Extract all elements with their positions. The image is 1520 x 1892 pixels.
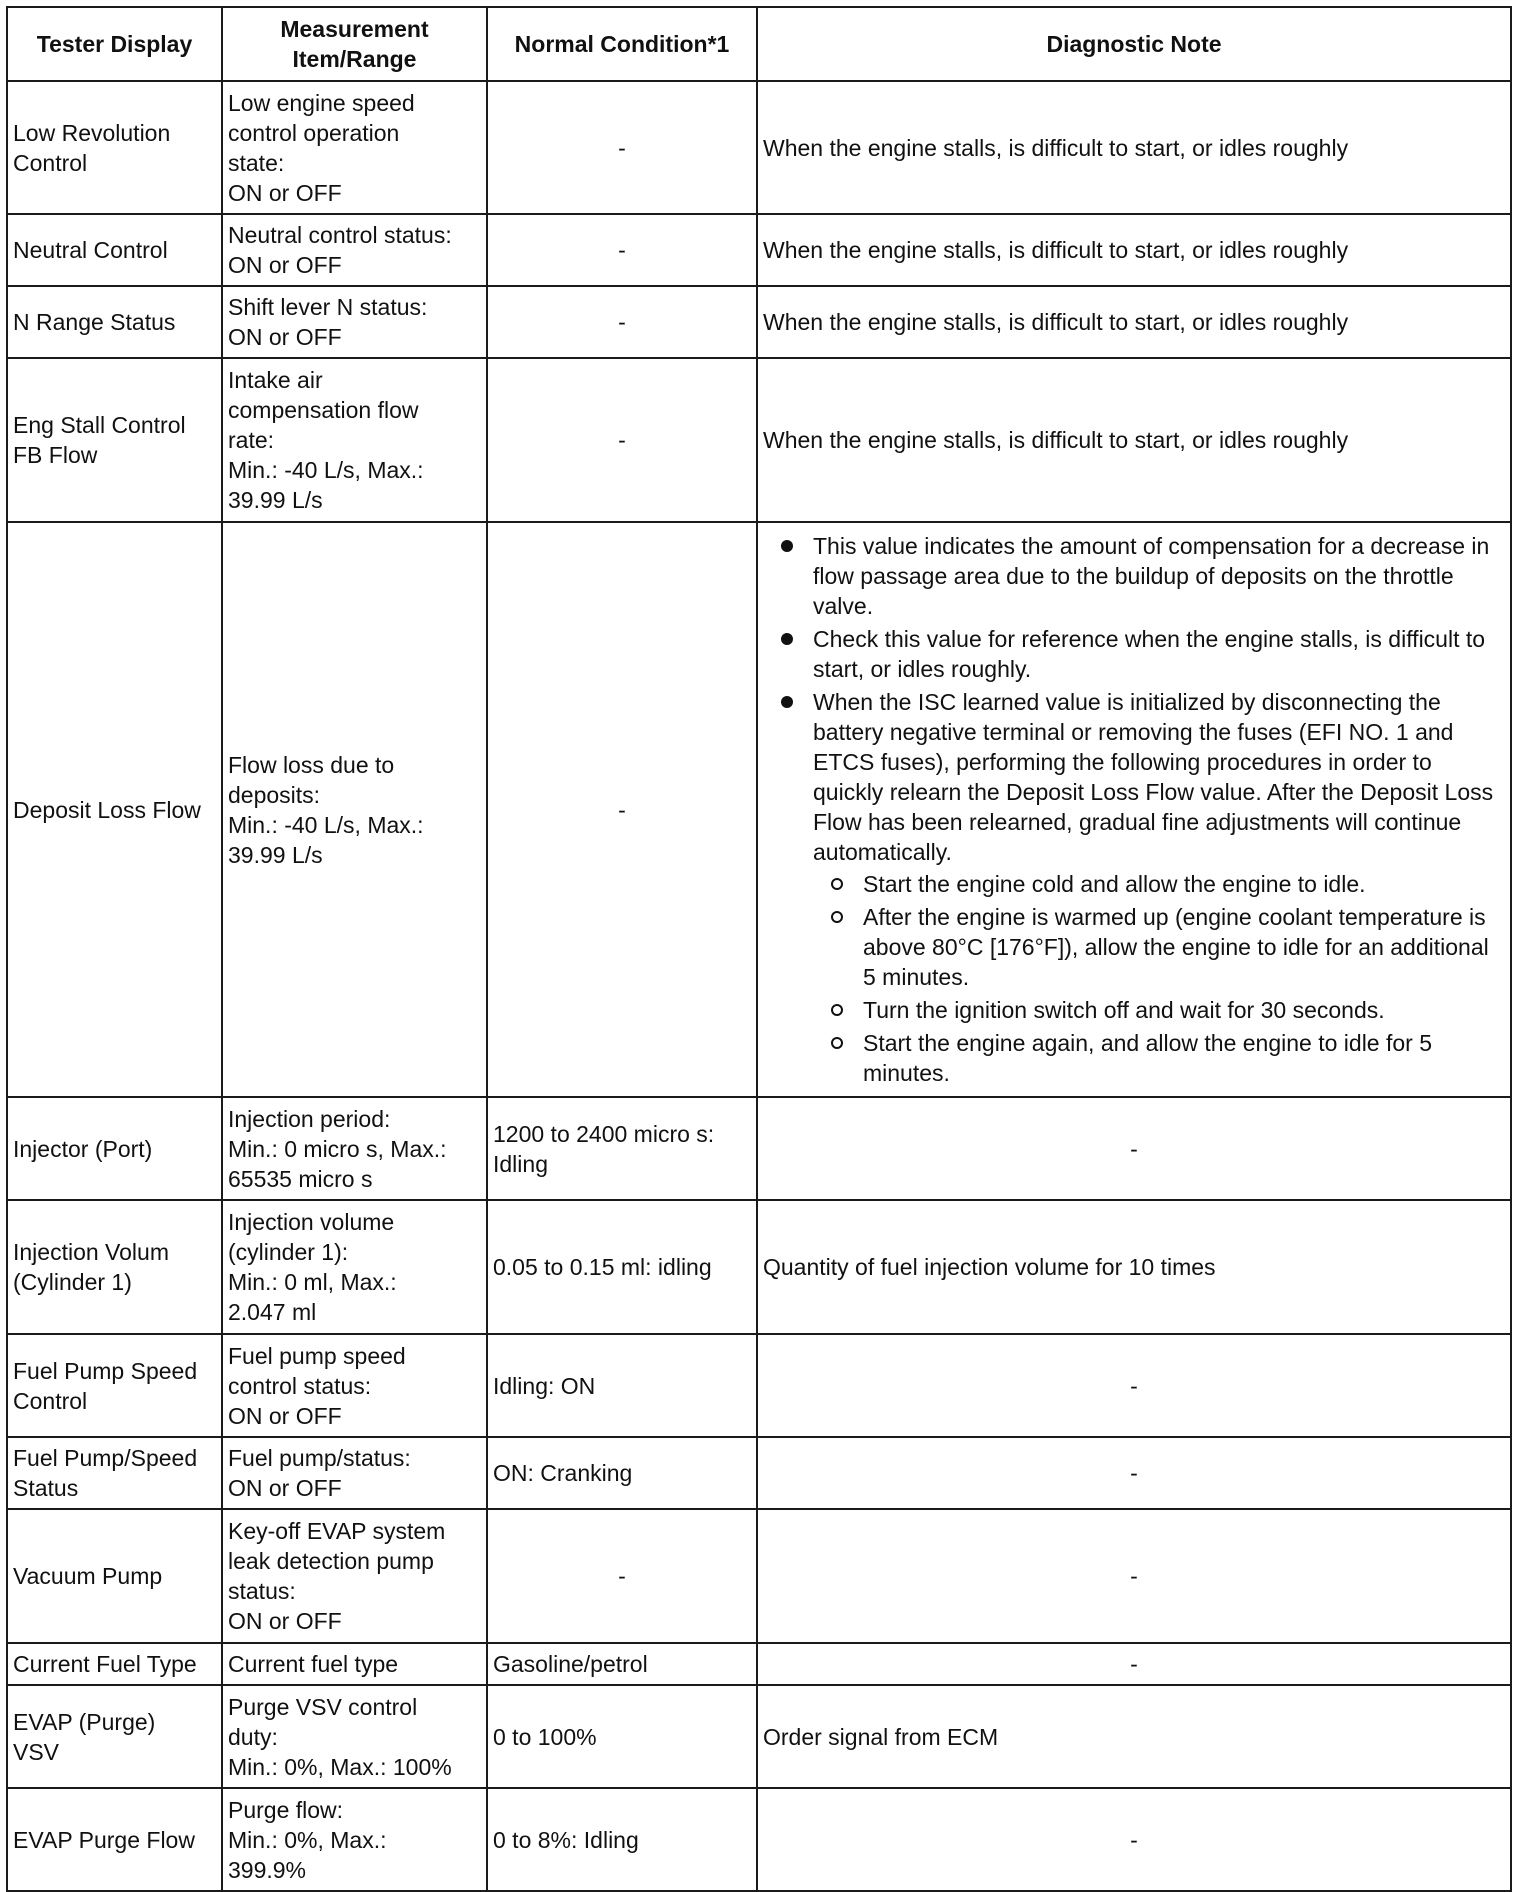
tester-display-cell: Injection Volum (Cylinder 1) xyxy=(7,1200,222,1334)
diagnostic-note-cell: - xyxy=(757,1643,1511,1685)
diagnostic-note-cell xyxy=(757,522,1511,1097)
normal-condition-cell: - xyxy=(487,522,757,1097)
bullet-dot-icon xyxy=(781,696,793,708)
normal-condition-cell: 1200 to 2400 micro s: Idling xyxy=(487,1097,757,1200)
tester-display-cell: Fuel Pump Speed Control xyxy=(7,1334,222,1437)
table-row xyxy=(7,1097,1511,1200)
diagnostic-note-cell: - xyxy=(757,1509,1511,1643)
tester-display-cell: Eng Stall Control FB Flow xyxy=(7,358,222,522)
measurement-cell: Key-off EVAP system leak detection pump status: ON or OFF xyxy=(222,1509,487,1643)
table-row xyxy=(7,1437,1511,1509)
bullet-ring-icon xyxy=(831,1037,843,1049)
table-row xyxy=(7,1334,1511,1437)
note-sub-bullet-list xyxy=(813,869,1505,1088)
note-sub-bullet xyxy=(813,1028,1505,1088)
table-row xyxy=(7,286,1511,358)
measurement-cell: Purge flow: Min.: 0%, Max.: 399.9% xyxy=(222,1788,487,1891)
normal-condition-cell: ON: Cranking xyxy=(487,1437,757,1509)
diagnostic-note-cell: - xyxy=(757,1788,1511,1891)
tester-display-cell: Fuel Pump/Speed Status xyxy=(7,1437,222,1509)
measurement-cell: Fuel pump speed control status: ON or OFF xyxy=(222,1334,487,1437)
note-bullet-text: When the ISC learned value is initialized by disconnecting the battery negative terminal or removing the fuses (EFI NO. 1 and ETCS fuses), performing the following procedures in order to quickly relearn the Deposit Loss Flow value. After the Deposit Loss Flow has been relearned, gradual fine adjustments will continue automatically. xyxy=(813,689,1494,865)
normal-condition-cell: - xyxy=(487,358,757,522)
table-row xyxy=(7,358,1511,522)
diagnostic-note-cell: When the engine stalls, is difficult to start, or idles roughly xyxy=(757,81,1511,214)
note-bullet-text: This value indicates the amount of compensation for a decrease in flow passage area due to the buildup of deposits on the throttle valve. xyxy=(813,533,1490,619)
note-sub-bullet-text: Start the engine again, and allow the engine to idle for 5 minutes. xyxy=(863,1030,1433,1086)
note-sub-bullet-text: After the engine is warmed up (engine coolant temperature is above 80°C [176°F]), allow the engine to idle for an additional 5 minutes. xyxy=(863,904,1489,990)
header-row xyxy=(7,7,1511,81)
tester-display-cell: Neutral Control xyxy=(7,214,222,286)
diagnostic-note-cell: - xyxy=(757,1334,1511,1437)
table-row xyxy=(7,522,1511,1097)
diagnostic-note-cell: When the engine stalls, is difficult to start, or idles roughly xyxy=(757,214,1511,286)
normal-condition-cell: - xyxy=(487,286,757,358)
tester-display-cell: N Range Status xyxy=(7,286,222,358)
header-measurement: Measurement Item/Range xyxy=(222,7,487,81)
tester-display-cell: Current Fuel Type xyxy=(7,1643,222,1685)
normal-condition-cell: 0 to 8%: Idling xyxy=(487,1788,757,1891)
data-list-table xyxy=(6,6,1512,1892)
bullet-ring-icon xyxy=(831,911,843,923)
normal-condition-cell: 0.05 to 0.15 ml: idling xyxy=(487,1200,757,1334)
measurement-cell: Low engine speed control operation state: ON or OFF xyxy=(222,81,487,214)
tester-display-cell: Vacuum Pump xyxy=(7,1509,222,1643)
measurement-cell: Injection period: Min.: 0 micro s, Max.: 65535 micro s xyxy=(222,1097,487,1200)
normal-condition-cell: Gasoline/petrol xyxy=(487,1643,757,1685)
note-bullet xyxy=(763,687,1505,1088)
note-bullet-list xyxy=(763,531,1505,1088)
normal-condition-cell: 0 to 100% xyxy=(487,1685,757,1788)
bullet-ring-icon xyxy=(831,878,843,890)
measurement-cell: Intake air compensation flow rate: Min.: -40 L/s, Max.: 39.99 L/s xyxy=(222,358,487,522)
measurement-cell: Purge VSV control duty: Min.: 0%, Max.: 100% xyxy=(222,1685,487,1788)
diagnostic-note-cell: - xyxy=(757,1097,1511,1200)
table-row xyxy=(7,1200,1511,1334)
table-header xyxy=(7,7,1511,81)
tester-display-cell: Deposit Loss Flow xyxy=(7,522,222,1097)
table-row xyxy=(7,1509,1511,1643)
header-diagnostic-note: Diagnostic Note xyxy=(757,7,1511,81)
note-sub-bullet xyxy=(813,902,1505,992)
diagnostic-note-cell: When the engine stalls, is difficult to start, or idles roughly xyxy=(757,286,1511,358)
normal-condition-cell: - xyxy=(487,1509,757,1643)
table-row xyxy=(7,1788,1511,1891)
note-sub-bullet xyxy=(813,869,1505,899)
tester-display-cell: Injector (Port) xyxy=(7,1097,222,1200)
tester-display-cell: EVAP (Purge) VSV xyxy=(7,1685,222,1788)
measurement-cell: Fuel pump/status: ON or OFF xyxy=(222,1437,487,1509)
table-body xyxy=(7,81,1511,1891)
note-sub-bullet-text: Start the engine cold and allow the engine to idle. xyxy=(863,871,1366,897)
measurement-cell: Shift lever N status: ON or OFF xyxy=(222,286,487,358)
note-sub-bullet-text: Turn the ignition switch off and wait for 30 seconds. xyxy=(863,997,1385,1023)
normal-condition-cell: Idling: ON xyxy=(487,1334,757,1437)
diagnostic-note-cell: When the engine stalls, is difficult to start, or idles roughly xyxy=(757,358,1511,522)
note-bullet xyxy=(763,624,1505,684)
bullet-dot-icon xyxy=(781,540,793,552)
diagnostic-note-cell: - xyxy=(757,1437,1511,1509)
bullet-dot-icon xyxy=(781,633,793,645)
bullet-ring-icon xyxy=(831,1004,843,1016)
measurement-cell: Neutral control status: ON or OFF xyxy=(222,214,487,286)
table-row xyxy=(7,214,1511,286)
table-row xyxy=(7,1685,1511,1788)
normal-condition-cell: - xyxy=(487,214,757,286)
diagnostic-note-cell: Quantity of fuel injection volume for 10 times xyxy=(757,1200,1511,1334)
measurement-cell: Injection volume (cylinder 1): Min.: 0 ml, Max.: 2.047 ml xyxy=(222,1200,487,1334)
measurement-cell: Flow loss due to deposits: Min.: -40 L/s, Max.: 39.99 L/s xyxy=(222,522,487,1097)
diagnostic-note-cell: Order signal from ECM xyxy=(757,1685,1511,1788)
table-row xyxy=(7,81,1511,214)
tester-display-cell: Low Revolution Control xyxy=(7,81,222,214)
measurement-cell: Current fuel type xyxy=(222,1643,487,1685)
note-sub-bullet xyxy=(813,995,1505,1025)
note-bullet xyxy=(763,531,1505,621)
header-tester-display: Tester Display xyxy=(7,7,222,81)
table-row xyxy=(7,1643,1511,1685)
header-normal-condition: Normal Condition*1 xyxy=(487,7,757,81)
note-bullet-text: Check this value for reference when the engine stalls, is difficult to start, or idles roughly. xyxy=(813,626,1486,682)
tester-display-cell: EVAP Purge Flow xyxy=(7,1788,222,1891)
normal-condition-cell: - xyxy=(487,81,757,214)
